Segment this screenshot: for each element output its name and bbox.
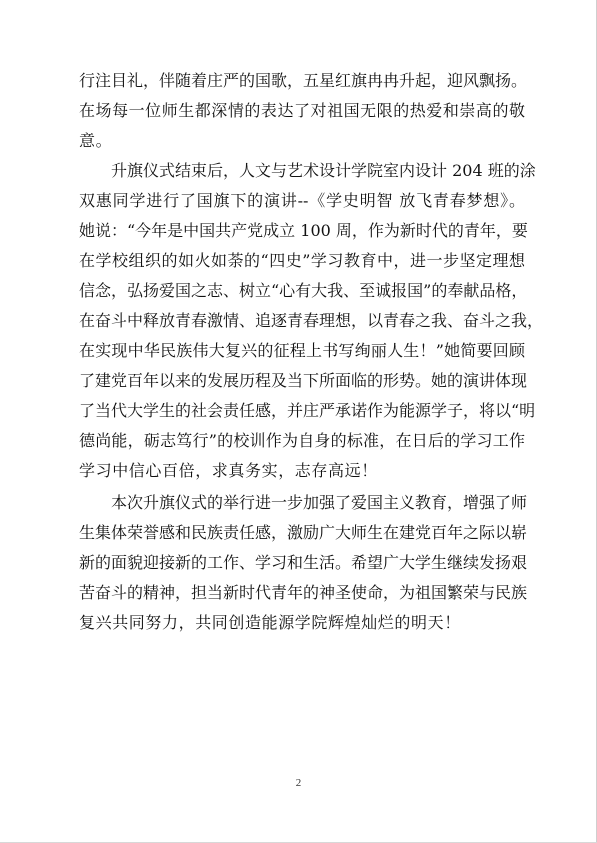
text-line: 本次升旗仪式的举行进一步加强了爱国主义教育，增强了师 xyxy=(111,493,528,512)
text-line: 在实现中华民族伟大复兴的征程上书写绚丽人生！”她简要回顾 xyxy=(79,341,525,360)
text-line: 生集体荣誉感和民族责任感，激励广大师生在建党百年之际以崭 xyxy=(79,523,528,542)
text-line: 了建党百年以来的发展历程及当下所面临的形势。她的演讲体现 xyxy=(79,371,528,390)
text-line: 意。 xyxy=(79,131,113,150)
body-text xyxy=(79,66,544,638)
text-line: 德尚能，砺志笃行”的校训作为自身的标准，在日后的学习工作 xyxy=(79,431,525,450)
text-line: 行注目礼，伴随着庄严的国歌，五星红旗冉冉升起，迎风飘扬。 xyxy=(79,71,528,90)
text-line: 双惠同学进行了国旗下的演讲--《学史明智 放飞青春梦想》。 xyxy=(79,191,525,210)
text-line: 复兴共同努力，共同创造能源学院辉煌灿烂的明天！ xyxy=(79,613,461,632)
text-line: 了当代大学生的社会责任感，并庄严承诺作为能源学子，将以“明 xyxy=(79,401,536,420)
text-line: 她说：“今年是中国共产党成立 100 周，作为新时代的青年，要 xyxy=(79,221,528,240)
text-line: 新的面貌迎接新的工作、学习和生活。希望广大学生继续发扬艰 xyxy=(79,553,528,572)
page-number: 2 xyxy=(295,777,302,789)
text-line: 苦奋斗的精神，担当新时代青年的神圣使命，为祖国繁荣与民族 xyxy=(79,583,528,602)
text-line: 学习中信心百倍，求真务实，志存高远！ xyxy=(79,461,378,480)
text-line: 升旗仪式结束后，人文与艺术设计学院室内设计 204 班的涂 xyxy=(111,161,536,180)
text-line: 在学校组织的如火如荼的“四史”学习教育中，进一步坚定理想 xyxy=(79,251,525,270)
text-line: 信念，弘扬爱国之志、树立“心有大我、至诚报国”的奉献品格， xyxy=(79,281,528,300)
text-line: 在场每一位师生都深情的表达了对祖国无限的热爱和崇高的敬 xyxy=(79,101,525,120)
text-line: 在奋斗中释放青春激情、追逐青春理想，以青春之我、奋斗之我， xyxy=(79,311,544,330)
